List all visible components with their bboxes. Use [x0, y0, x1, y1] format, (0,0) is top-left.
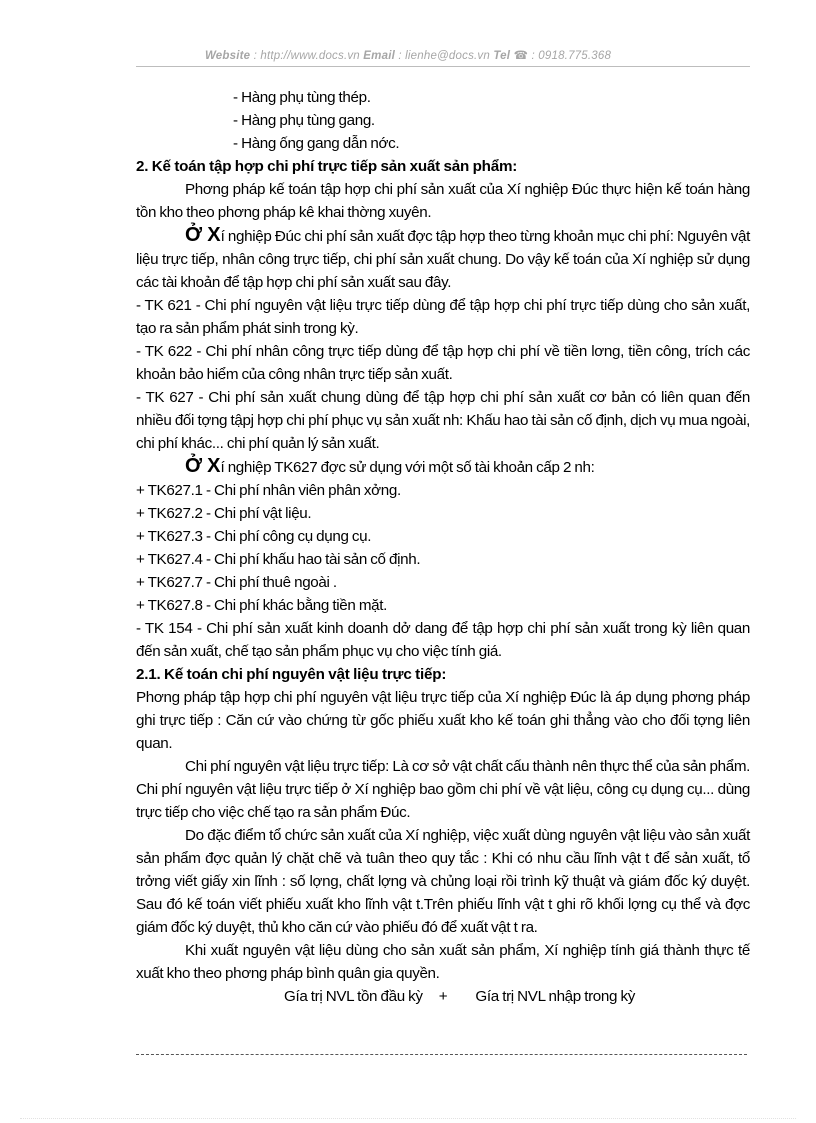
section-heading-2: 2. Kế toán tập hợp chi phí trực tiếp sản xuất sản phẩm: [136, 158, 518, 175]
formula-left: Gía trị NVL tồn đầu kỳ [284, 988, 423, 1005]
account-tk622: - TK 622 - Chi phí nhân công trực tiếp dùng để tập hợp chi phí về tiền lơng, tiền công, trích các khoản bảo hiểm của công nhân trực tiếp sản xuất. [136, 343, 750, 383]
formula-line [136, 985, 750, 1008]
paragraph: Ở Xí nghiệp Đúc chi phí sản xuất đợc tập hợp theo từng khoản mục chi phí: Nguyên vật liệu trực tiếp, nhân công trực tiếp, chi phí sản xuất chung. Do vậy kế toán của Xí nghiệp sử dụng các tài khoản để tập hợp chi phí sản xuất sau đây. [136, 224, 750, 291]
page-bottom-border [20, 1118, 796, 1119]
list-item: + TK627.8 - Chi phí khác bằng tiền mặt. [136, 597, 387, 614]
account-tk627: - TK 627 - Chi phí sản xuất chung dùng để tập hợp chi phí sản xuất cơ bản có liên quan đến nhiều đối tợng tậpj hợp chi phí phục vụ sản xuất nh: Khấu hao tài sản cố định, dịch vụ mua ngoài, chi phí khác... chi phí quản lý sản xuất. [136, 389, 750, 452]
account-tk154: - TK 154 - Chi phí sản xuất kinh doanh dở dang để tập hợp chi phí sản xuất trong kỳ liên quan đến sản xuất, chế tạo sản phẩm phục vụ cho việc tính giá. [136, 620, 750, 660]
email-label: Email [363, 50, 395, 62]
list-item: + TK627.1 - Chi phí nhân viên phân xởng. [136, 482, 401, 499]
list-item: + TK627.2 - Chi phí vật liệu. [136, 505, 312, 522]
section-heading-2-1: 2.1. Kế toán chi phí nguyên vật liệu trực tiếp: [136, 666, 447, 683]
list-item: - Hàng phụ tùng gang. [233, 112, 375, 129]
list-item: - Hàng ống gang dẫn nớc. [233, 135, 400, 152]
website-value: : http://www.docs.vn [250, 50, 364, 62]
formula-plus: + [438, 988, 448, 1005]
drop-letter: Ở X [185, 455, 221, 477]
header-divider [136, 66, 750, 67]
list-item: + TK627.4 - Chi phí khấu hao tài sản cố định. [136, 551, 421, 568]
paragraph: Ở Xí nghiệp TK627 đợc sử dụng với một số tài khoản cấp 2 nh: [185, 455, 595, 477]
account-tk621: - TK 621 - Chi phí nguyên vật liệu trực tiếp dùng để tập hợp chi phí trực tiếp dùng cho sản xuất, tạo ra sản phẩm phát sinh trong kỳ. [136, 297, 750, 337]
website-label: Website [204, 50, 251, 62]
phone-icon: ☎ [513, 50, 529, 62]
page-header [0, 48, 816, 62]
footer-divider [136, 1054, 747, 1055]
document-body [136, 86, 750, 1008]
list-item: - Hàng phụ tùng thép. [233, 89, 371, 106]
tel-label: Tel [493, 50, 511, 62]
paragraph: Phơng pháp kế toán tập hợp chi phí sản xuất của Xí nghiệp Đúc thực hiện kế toán hàng tồn kho theo phơng pháp kê khai thờng xuyên. [136, 181, 750, 221]
tel-value: : 0918.775.368 [528, 50, 612, 62]
list-item: + TK627.3 - Chi phí công cụ dụng cụ. [136, 528, 372, 545]
paragraph: Khi xuất nguyên vật liệu dùng cho sản xuất sản phẩm, Xí nghiệp tính giá thành thực tế xuất kho theo phơng pháp bình quân gia quyền. [136, 942, 750, 982]
paragraph: Phơng pháp tập hợp chi phí nguyên vật liệu trực tiếp của Xí nghiệp Đúc là áp dụng phơng pháp ghi trực tiếp : Căn cứ vào chứng từ gốc phiếu xuất kho kế toán ghi thẳng vào cho đối tợng liên quan. [136, 689, 750, 752]
paragraph: Do đặc điểm tổ chức sản xuất của Xí nghiệp, việc xuất dùng nguyên vật liệu vào sản xuất sản phẩm đợc quản lý chặt chẽ và tuân theo quy tắc : Khi có nhu cầu lĩnh vật t để sản xuất, tổ trởng viết giấy xin lĩnh : số lợng, chất lợng và chủng loại rồi trình kỹ thuật và giám đốc ký duyệt. Sau đó kế toán viết phiếu xuất kho lĩnh vật t.Trên phiếu lĩnh vật t ghi rõ khối lợng cụ thể và đợc giám đốc ký duyệt, thủ kho căn cứ vào phiếu đó để xuất vật t ra. [136, 827, 750, 936]
email-value: : lienhe@docs.vn [394, 50, 494, 62]
list-item: + TK627.7 - Chi phí thuê ngoài . [136, 574, 337, 591]
formula-right: Gía trị NVL nhập trong kỳ [475, 988, 635, 1005]
drop-letter: Ở X [185, 224, 221, 246]
paragraph: Chi phí nguyên vật liệu trực tiếp: Là cơ sở vật chất cấu thành nên thực thể của sản phẩm. Chi phí nguyên vật liệu trực tiếp ở Xí nghiệp bao gồm chi phí về vật liệu, công cụ dụng cụ... dùng trực tiếp cho việc chế tạo ra sản phẩm Đúc. [136, 758, 750, 821]
